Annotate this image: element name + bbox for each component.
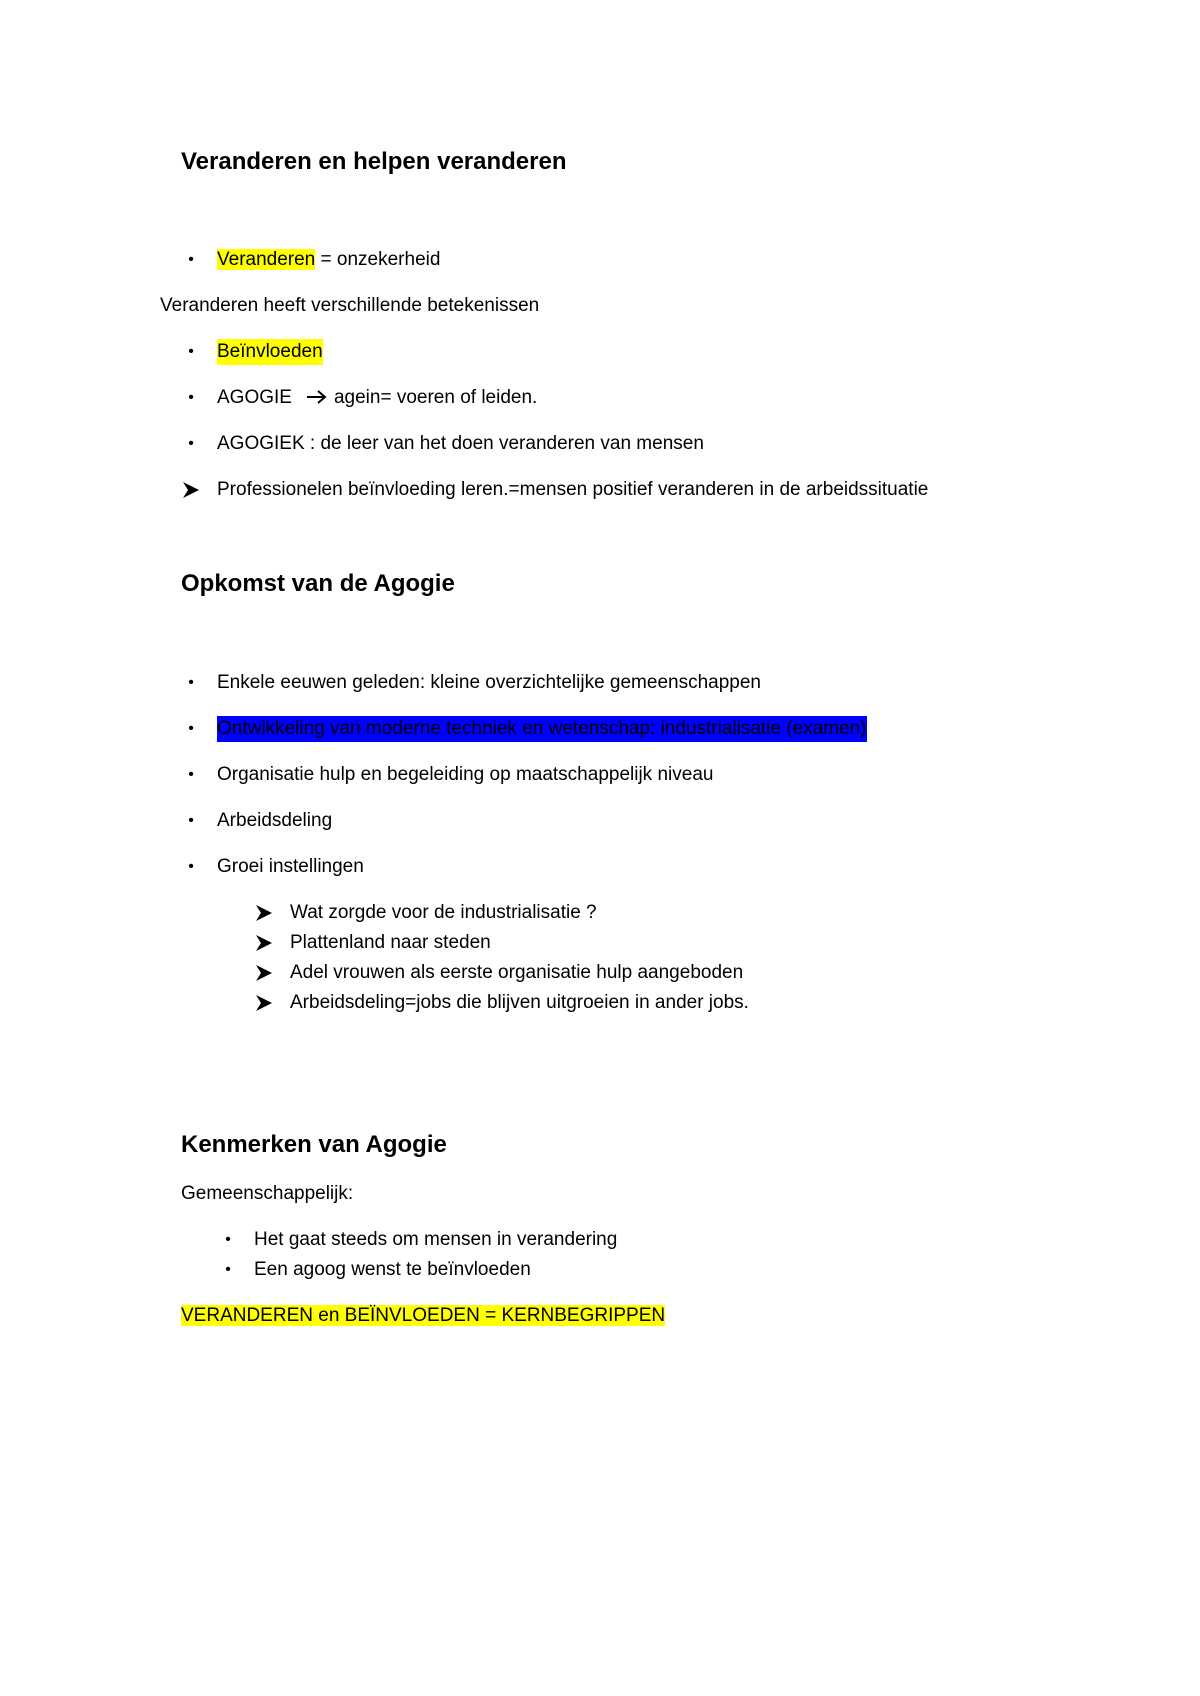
bullet-icon: •	[188, 766, 194, 783]
list-item-text: Groei instellingen	[217, 856, 364, 877]
list-item-text: Organisatie hulp en begeleiding op maatschappelijk niveau	[217, 764, 714, 785]
section-title-opkomst: Opkomst van de Agogie	[181, 570, 455, 597]
bullet-icon: •	[188, 858, 194, 875]
list-item-term: AGOGIE	[217, 387, 292, 408]
bullet-icon: •	[188, 389, 194, 406]
paragraph-text: Gemeenschappelijk:	[181, 1183, 354, 1204]
arrow-right-icon	[306, 389, 328, 405]
list-item-text: Arbeidsdeling	[217, 810, 333, 831]
highlighted-term: Beïnvloeden	[217, 339, 323, 365]
arrowhead-bullet-icon	[181, 480, 201, 500]
sub-list-item-text: Plattenland naar steden	[290, 932, 491, 953]
conclusion-line	[181, 1303, 665, 1329]
bullet-icon: •	[188, 251, 194, 268]
bullet-icon: •	[188, 674, 194, 691]
sub-list-item-text: Wat zorgde voor de industrialisatie ?	[290, 902, 597, 923]
arrowhead-bullet-icon	[254, 903, 274, 923]
paragraph-text: Veranderen heeft verschillende betekenissen	[160, 295, 540, 316]
highlighted-text: Ontwikkeling van moderne techniek en wetenschap: industrialisatie (examen)	[217, 716, 867, 742]
arrowhead-bullet-icon	[254, 993, 274, 1013]
list-item-text: Enkele eeuwen geleden: kleine overzichtelijke gemeenschappen	[217, 672, 761, 693]
arrowhead-bullet-icon	[254, 933, 274, 953]
bullet-icon: •	[225, 1261, 231, 1278]
sub-list-item-text: Adel vrouwen als eerste organisatie hulp aangeboden	[290, 962, 744, 983]
section-title-veranderen: Veranderen en helpen veranderen	[181, 148, 567, 175]
bullet-icon: •	[188, 720, 194, 737]
list-item-text: agein= voeren of leiden.	[333, 387, 538, 408]
highlighted-term: Veranderen	[217, 249, 316, 270]
list-item-text: Professionelen beïnvloeding leren.=mensen positief veranderen in de arbeidssituatie	[217, 479, 929, 500]
highlighted-text: VERANDEREN en BEÏNVLOEDEN = KERNBEGRIPPEN	[181, 1305, 666, 1326]
section-title-kenmerken: Kenmerken van Agogie	[181, 1131, 447, 1158]
sub-list-item-text: Arbeidsdeling=jobs die blijven uitgroeien in ander jobs.	[290, 992, 749, 1013]
bullet-icon: •	[188, 435, 194, 452]
list-item-text: Het gaat steeds om mensen in verandering	[254, 1229, 618, 1250]
bullet-icon: •	[188, 343, 194, 360]
bullet-icon: •	[188, 812, 194, 829]
list-item-text: Een agoog wenst te beïnvloeden	[254, 1259, 531, 1280]
list-item-text: = onzekerheid	[315, 249, 441, 270]
bullet-icon: •	[225, 1231, 231, 1248]
list-item-text: AGOGIEK : de leer van het doen veranderen van mensen	[217, 433, 704, 454]
arrowhead-bullet-icon	[254, 963, 274, 983]
